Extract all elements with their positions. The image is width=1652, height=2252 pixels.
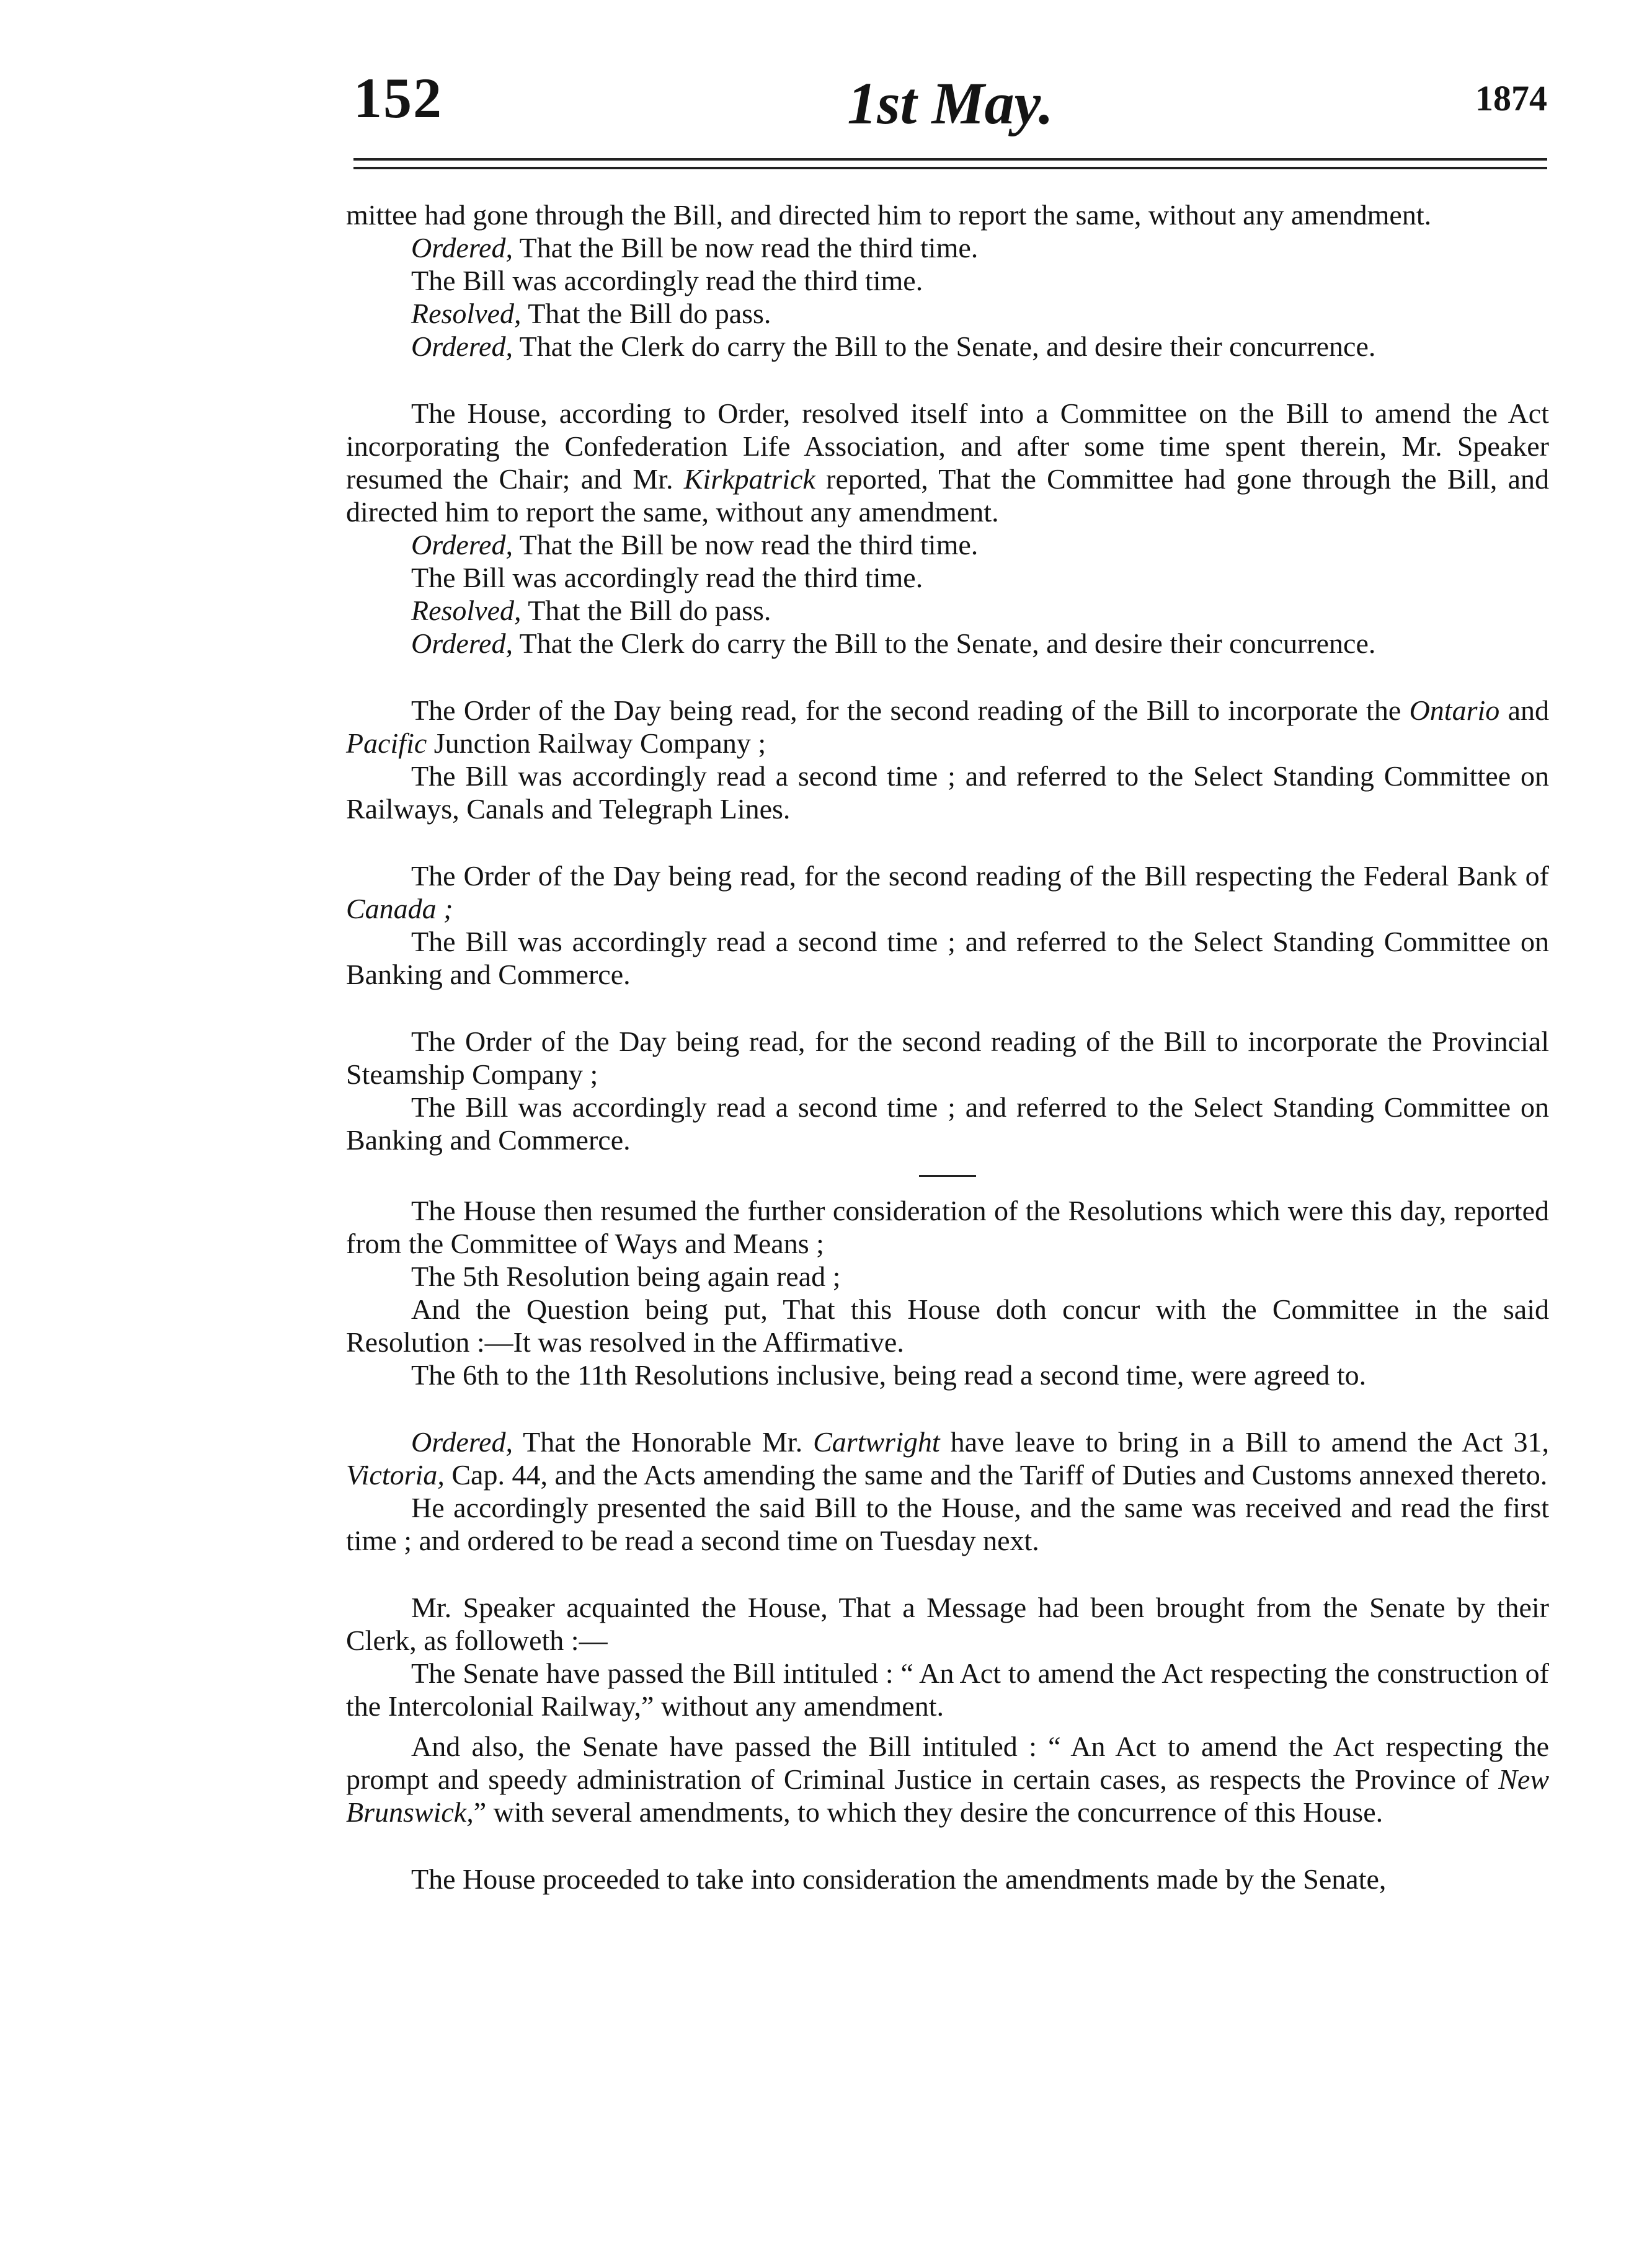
paragraph-question-put: And the Question being put, That this House doth concur with the Committee in the said Resolution :—It was resolved in the Affirmative.: [346, 1293, 1549, 1358]
page-year: 1874: [1475, 78, 1547, 118]
paragraph-ordered-clerk-2: Ordered, That the Clerk do carry the Bill to the Senate, and desire their concurrence.: [411, 627, 1376, 659]
section-divider-rule: [919, 1175, 976, 1177]
paragraph-ordered-third-reading: Ordered, That the Bill be now read the third time.: [411, 232, 979, 264]
paragraph-resolved-pass: Resolved, That the Bill do pass.: [411, 298, 771, 329]
paragraph-provincial-steamship: The Order of the Day being read, for the second reading of the Bill to incorporate the Provincial Steamship Company ;: [346, 1026, 1549, 1090]
paragraph-criminal-justice: And also, the Senate have passed the Bill intituled : “ An Act to amend the Act respecting the prompt and speedy administration of Criminal Justice in certain cases, as respects the Province of New Brunswick,” with several amendments, to which they desire the concurrence of this House.: [346, 1731, 1549, 1828]
paragraph-ways-and-means: The House then resumed the further consideration of the Resolutions which were this day, reported from the Committee of Ways and Means ;: [346, 1195, 1549, 1259]
paragraph-ontario-pacific: The Order of the Day being read, for the second reading of the Bill to incorporate the Ontario and Pacific Junction Railway Company ;: [346, 694, 1549, 759]
paragraph-ordered-third-reading-2: Ordered, That the Bill be now read the third time.: [411, 529, 979, 561]
paragraph-resolutions-agreed: The 6th to the 11th Resolutions inclusive, being read a second time, were agreed to.: [411, 1359, 1367, 1391]
paragraph-senate-message: Mr. Speaker acquainted the House, That a Message had been brought from the Senate by their Clerk, as followeth :—: [346, 1592, 1549, 1656]
page-header: [353, 65, 1547, 136]
paragraph-senate-amendments: The House proceeded to take into consideration the amendments made by the Senate,: [411, 1863, 1387, 1895]
paragraph-read-third-time-2: The Bill was accordingly read the third time.: [411, 562, 923, 593]
paragraph-fifth-resolution: The 5th Resolution being again read ;: [411, 1261, 841, 1292]
page-number: 152: [353, 66, 443, 130]
paragraph-cartwright-bill: Ordered, That the Honorable Mr. Cartwright have leave to bring in a Bill to amend the Act 31, Victoria, Cap. 44, and the Acts amending the same and the Tariff of Duties and Customs annexed thereto.: [346, 1426, 1549, 1491]
paragraph-read-third-time: The Bill was accordingly read the third time.: [411, 265, 923, 296]
paragraph-intercolonial-railway: The Senate have passed the Bill intituled : “ An Act to amend the Act respecting the construction of the Intercolonial Railway,” without any amendment.: [346, 1657, 1549, 1722]
paragraph-bill-presented: He accordingly presented the said Bill to the House, and the same was received and read the first time ; and ordered to be read a second time on Tuesday next.: [346, 1492, 1549, 1556]
paragraph-federal-bank: The Order of the Day being read, for the second reading of the Bill respecting the Federal Bank of Canada ;: [346, 860, 1549, 924]
header-double-rule: [353, 158, 1547, 169]
paragraph-banking-committee: The Bill was accordingly read a second time ; and referred to the Select Standing Committee on Banking and Commerce.: [346, 926, 1549, 990]
paragraph-railways-committee: The Bill was accordingly read a second time ; and referred to the Select Standing Committee on Railways, Canals and Telegraph Lines.: [346, 760, 1549, 825]
journal-body: [346, 198, 1549, 1895]
paragraph-continuation: mittee had gone through the Bill, and directed him to report the same, without any amendment.: [346, 199, 1432, 231]
paragraph-banking-committee-2: The Bill was accordingly read a second time ; and referred to the Select Standing Committee on Banking and Commerce.: [346, 1091, 1549, 1156]
paragraph-resolved-pass-2: Resolved, That the Bill do pass.: [411, 595, 771, 626]
paragraph-ordered-clerk: Ordered, That the Clerk do carry the Bill to the Senate, and desire their concurrence.: [411, 330, 1376, 362]
paragraph-confederation-life: The House, according to Order, resolved itself into a Committee on the Bill to amend the Act incorporating the Confederation Life Association, and after some time spent therein, Mr. Speaker resumed the Chair; and Mr. Kirkpatrick reported, That the Committee had gone through the Bill, and directed him to report the same, without any amendment.: [346, 397, 1549, 528]
running-date-title: 1st May.: [847, 70, 1054, 136]
